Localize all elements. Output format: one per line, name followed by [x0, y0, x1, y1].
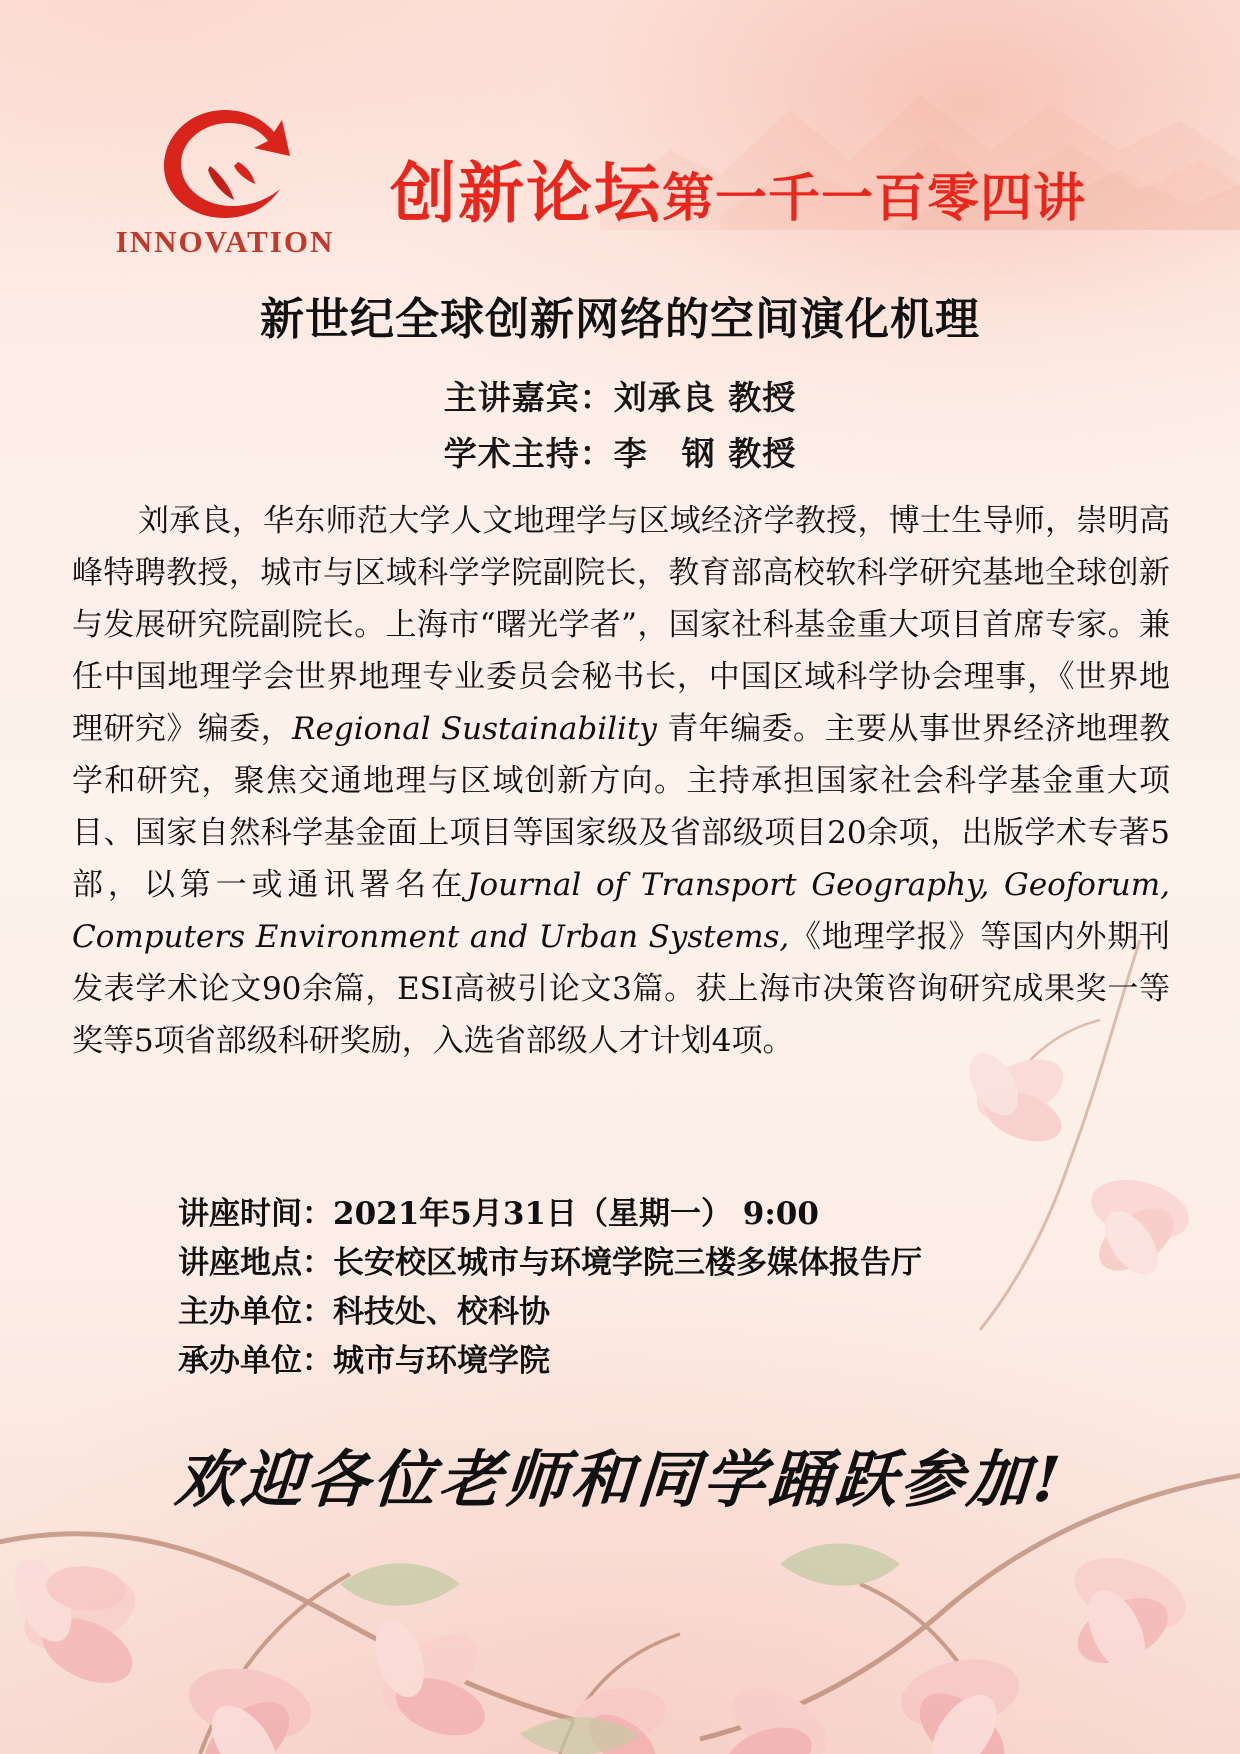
bio-part-3: 《地理学报》等国内外期刊发表学术论文90余篇，ESI高被引论文3篇。获上海市决策咨询研究成果奖一等奖等5项省部级科研奖励，入选省部级人才计划4项。: [72, 919, 1171, 1059]
innovation-swoosh-icon: [150, 104, 300, 222]
logo-wordmark: INNOVATION: [115, 224, 335, 259]
bio-journal-1: Regional Sustainability: [292, 711, 657, 747]
info-value-place: 长安校区城市与环境学院三楼多媒体报告厅: [333, 1245, 922, 1281]
footer-slogan: 欢迎各位老师和同学踊跃参加!: [172, 1443, 1067, 1516]
speaker-block: [0, 370, 1240, 482]
info-label-time: 讲座时间：: [178, 1196, 333, 1232]
bio-journal-2: Journal of Transport Geography, Geoforum, Computers Environment and Urban Systems,: [72, 867, 1171, 955]
page-title: 新世纪全球创新网络的空间演化机理: [260, 294, 980, 345]
forum-name: 创新论坛: [390, 154, 662, 232]
speaker-line: 主讲嘉宾：刘承良 教授: [443, 378, 797, 417]
innovation-logo: [110, 104, 340, 260]
event-info: [178, 1190, 1078, 1386]
info-row-place: [178, 1239, 1078, 1288]
info-value-co-organizer: 城市与环境学院: [333, 1343, 550, 1379]
speaker-bio: [72, 495, 1170, 1067]
bio-part-1: 刘承良，华东师范大学人文地理学与区域经济学教授，博士生导师，崇明高峰特聘教授，城市与区域科学学院副院长，教育部高校软科学研究基地全球创新与发展研究院副院长。上海市“曙光学者”，国家社科基金重大项目首席专家。兼任中国地理学会世界地理专业委员会秘书长，中国区域科学协会理事，《世界地理研究》编委，: [72, 503, 1170, 747]
info-row-organizer: [178, 1288, 1078, 1337]
forum-title: [390, 140, 1086, 235]
poster-header: [0, 104, 1240, 284]
bio-part-2: 青年编委。主要从事世界经济地理教学和研究，聚焦交通地理与区域创新方向。主持承担国家社会科学基金重大项目、国家自然科学基金面上项目等国家级及省部级项目20余项，出版学术专著5部，以第一或通讯署名在: [72, 711, 1171, 903]
info-row-time: [178, 1190, 1078, 1239]
info-label-organizer: 主办单位：: [178, 1294, 333, 1330]
info-label-place: 讲座地点：: [178, 1245, 333, 1281]
info-value-organizer: 科技处、校科协: [333, 1294, 550, 1330]
session-number: 第一千一百零四讲: [662, 168, 1087, 229]
info-label-co-organizer: 承办单位：: [178, 1343, 333, 1379]
info-row-co-organizer: [178, 1337, 1078, 1386]
info-value-time: 2021年5月31日（星期一） 9:00: [333, 1196, 819, 1232]
host-line: 学术主持：李 钢 教授: [443, 434, 797, 473]
